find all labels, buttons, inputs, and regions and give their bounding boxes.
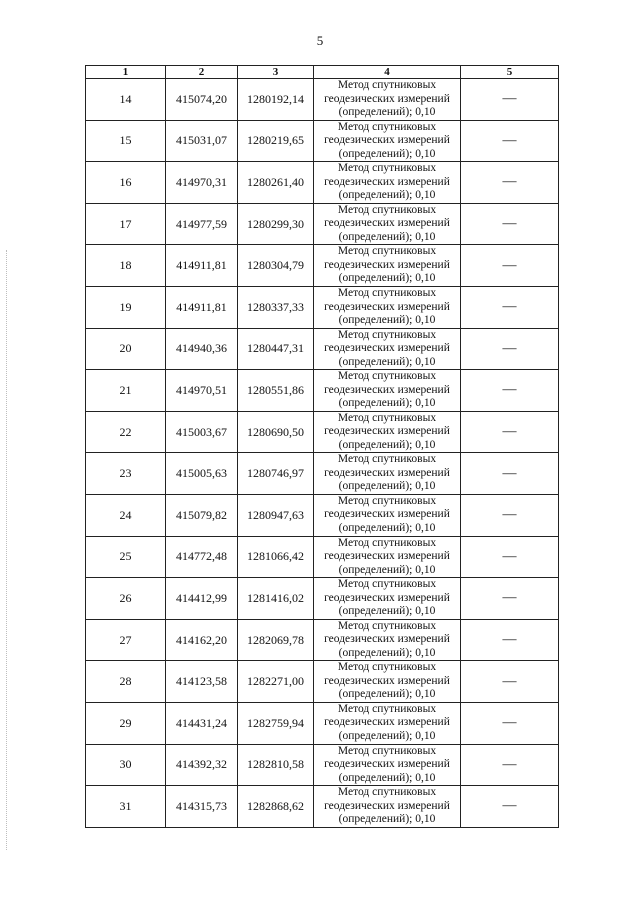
method-description: Метод спутниковых геодезических измерений (определений); 0,10 bbox=[314, 328, 461, 370]
coordinate-x: 414315,73 bbox=[166, 786, 238, 828]
method-description: Метод спутниковых геодезических измерений (определений); 0,10 bbox=[314, 286, 461, 328]
point-number: 23 bbox=[86, 453, 166, 495]
table-row bbox=[86, 286, 559, 328]
table-row bbox=[86, 245, 559, 287]
method-description: Метод спутниковых геодезических измерений (определений); 0,10 bbox=[314, 536, 461, 578]
table-row bbox=[86, 786, 559, 828]
method-description: Метод спутниковых геодезических измерений (определений); 0,10 bbox=[314, 494, 461, 536]
table-row bbox=[86, 120, 559, 162]
method-description: Метод спутниковых геодезических измерений (определений); 0,10 bbox=[314, 411, 461, 453]
coordinate-x: 414940,36 bbox=[166, 328, 238, 370]
coordinate-x: 414431,24 bbox=[166, 702, 238, 744]
point-description: — bbox=[461, 661, 559, 703]
point-description: — bbox=[461, 411, 559, 453]
coordinate-y: 1282868,62 bbox=[238, 786, 314, 828]
point-description: — bbox=[461, 370, 559, 412]
coordinate-y: 1280690,50 bbox=[238, 411, 314, 453]
point-number: 21 bbox=[86, 370, 166, 412]
coordinate-x: 414911,81 bbox=[166, 286, 238, 328]
point-number: 24 bbox=[86, 494, 166, 536]
point-description: — bbox=[461, 619, 559, 661]
table-row bbox=[86, 203, 559, 245]
coordinate-y: 1280746,97 bbox=[238, 453, 314, 495]
point-number: 27 bbox=[86, 619, 166, 661]
coordinate-x: 414392,32 bbox=[166, 744, 238, 786]
coordinate-x: 414970,51 bbox=[166, 370, 238, 412]
table-row bbox=[86, 370, 559, 412]
coordinate-x: 414412,99 bbox=[166, 578, 238, 620]
coordinate-x: 414977,59 bbox=[166, 203, 238, 245]
coordinate-y: 1281066,42 bbox=[238, 536, 314, 578]
coordinate-x: 415003,67 bbox=[166, 411, 238, 453]
point-number: 31 bbox=[86, 786, 166, 828]
point-number: 14 bbox=[86, 79, 166, 121]
coordinate-x: 414970,31 bbox=[166, 162, 238, 204]
point-number: 29 bbox=[86, 702, 166, 744]
point-number: 20 bbox=[86, 328, 166, 370]
method-description: Метод спутниковых геодезических измерений (определений); 0,10 bbox=[314, 79, 461, 121]
method-description: Метод спутниковых геодезических измерений (определений); 0,10 bbox=[314, 702, 461, 744]
point-number: 22 bbox=[86, 411, 166, 453]
point-description: — bbox=[461, 536, 559, 578]
point-description: — bbox=[461, 245, 559, 287]
point-description: — bbox=[461, 328, 559, 370]
coordinate-y: 1280261,40 bbox=[238, 162, 314, 204]
coordinate-y: 1280447,31 bbox=[238, 328, 314, 370]
point-description: — bbox=[461, 744, 559, 786]
coordinate-y: 1282810,58 bbox=[238, 744, 314, 786]
method-description: Метод спутниковых геодезических измерений (определений); 0,10 bbox=[314, 120, 461, 162]
point-number: 17 bbox=[86, 203, 166, 245]
table-row bbox=[86, 411, 559, 453]
coordinate-x: 414162,20 bbox=[166, 619, 238, 661]
method-description: Метод спутниковых геодезических измерений (определений); 0,10 bbox=[314, 245, 461, 287]
point-number: 25 bbox=[86, 536, 166, 578]
coordinate-y: 1280551,86 bbox=[238, 370, 314, 412]
column-header-4: 4 bbox=[314, 66, 461, 79]
column-header-1: 1 bbox=[86, 66, 166, 79]
coordinate-y: 1282759,94 bbox=[238, 702, 314, 744]
table-header-row bbox=[86, 66, 559, 79]
method-description: Метод спутниковых геодезических измерений (определений); 0,10 bbox=[314, 661, 461, 703]
coordinate-x: 415031,07 bbox=[166, 120, 238, 162]
point-description: — bbox=[461, 578, 559, 620]
point-number: 18 bbox=[86, 245, 166, 287]
method-description: Метод спутниковых геодезических измерений (определений); 0,10 bbox=[314, 370, 461, 412]
table-row bbox=[86, 619, 559, 661]
page-number: 5 bbox=[316, 33, 324, 48]
coordinate-y: 1280304,79 bbox=[238, 245, 314, 287]
table-row bbox=[86, 744, 559, 786]
table-row bbox=[86, 494, 559, 536]
point-description: — bbox=[461, 453, 559, 495]
coordinate-x: 414772,48 bbox=[166, 536, 238, 578]
method-description: Метод спутниковых геодезических измерений (определений); 0,10 bbox=[314, 744, 461, 786]
coordinate-x: 415079,82 bbox=[166, 494, 238, 536]
coordinate-x: 414123,58 bbox=[166, 661, 238, 703]
coordinate-y: 1282271,00 bbox=[238, 661, 314, 703]
method-description: Метод спутниковых геодезических измерений (определений); 0,10 bbox=[314, 453, 461, 495]
point-description: — bbox=[461, 786, 559, 828]
table-row bbox=[86, 79, 559, 121]
coordinate-y: 1281416,02 bbox=[238, 578, 314, 620]
point-number: 28 bbox=[86, 661, 166, 703]
table-row bbox=[86, 453, 559, 495]
point-description: — bbox=[461, 120, 559, 162]
point-description: — bbox=[461, 286, 559, 328]
method-description: Метод спутниковых геодезических измерений (определений); 0,10 bbox=[314, 619, 461, 661]
table-row bbox=[86, 536, 559, 578]
table-row bbox=[86, 328, 559, 370]
point-number: 16 bbox=[86, 162, 166, 204]
method-description: Метод спутниковых геодезических измерений (определений); 0,10 bbox=[314, 162, 461, 204]
table-row bbox=[86, 578, 559, 620]
point-number: 30 bbox=[86, 744, 166, 786]
coordinate-y: 1280192,14 bbox=[238, 79, 314, 121]
method-description: Метод спутниковых геодезических измерений (определений); 0,10 bbox=[314, 786, 461, 828]
table-row bbox=[86, 661, 559, 703]
point-description: — bbox=[461, 702, 559, 744]
column-header-3: 3 bbox=[238, 66, 314, 79]
coordinate-y: 1280219,65 bbox=[238, 120, 314, 162]
coordinate-x: 415005,63 bbox=[166, 453, 238, 495]
point-number: 26 bbox=[86, 578, 166, 620]
method-description: Метод спутниковых геодезических измерений (определений); 0,10 bbox=[314, 578, 461, 620]
coordinate-x: 414911,81 bbox=[166, 245, 238, 287]
point-description: — bbox=[461, 494, 559, 536]
point-number: 19 bbox=[86, 286, 166, 328]
point-number: 15 bbox=[86, 120, 166, 162]
point-description: — bbox=[461, 79, 559, 121]
coordinates-table bbox=[85, 65, 559, 828]
point-description: — bbox=[461, 162, 559, 204]
column-header-2: 2 bbox=[166, 66, 238, 79]
method-description: Метод спутниковых геодезических измерений (определений); 0,10 bbox=[314, 203, 461, 245]
scan-edge-line bbox=[6, 250, 8, 850]
point-description: — bbox=[461, 203, 559, 245]
coordinate-y: 1282069,78 bbox=[238, 619, 314, 661]
coordinate-y: 1280299,30 bbox=[238, 203, 314, 245]
column-header-5: 5 bbox=[461, 66, 559, 79]
table-row bbox=[86, 162, 559, 204]
coordinate-y: 1280337,33 bbox=[238, 286, 314, 328]
coordinate-x: 415074,20 bbox=[166, 79, 238, 121]
table-row bbox=[86, 702, 559, 744]
coordinate-y: 1280947,63 bbox=[238, 494, 314, 536]
